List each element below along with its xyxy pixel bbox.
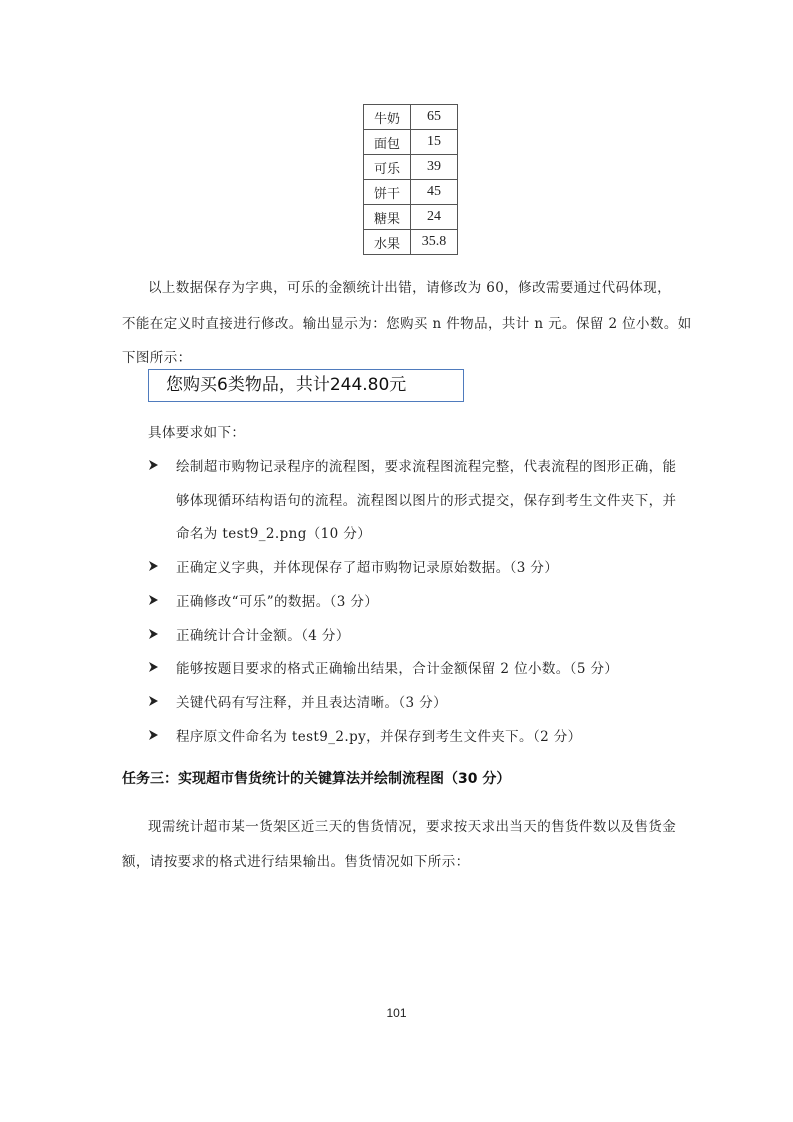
item-value: 65 <box>411 105 458 130</box>
task3-line-1: 现需统计超市某一货架区近三天的售货情况，要求按天求出当天的售货件数以及售货金 <box>148 819 677 835</box>
item-value: 39 <box>411 155 458 180</box>
item-name: 饼干 <box>364 180 411 205</box>
requirement-1-line-1: 绘制超市购物记录程序的流程图，要求流程图流程完整，代表流程的图形正确，能 <box>176 459 677 475</box>
item-name: 水果 <box>364 230 411 255</box>
task3-line-2: 额，请按要求的格式进行结果输出。售货情况如下所示： <box>122 854 470 870</box>
requirement-6: 关键代码有写注释，并且表达清晰。（3 分） <box>176 695 448 711</box>
table-row <box>364 230 458 255</box>
requirement-4: 正确统计合计金额。（4 分） <box>176 628 350 644</box>
arrow-bullet-icon <box>148 628 159 640</box>
table-row <box>364 105 458 130</box>
intro-line-3: 下图所示： <box>122 350 192 366</box>
page-number: 101 <box>386 1006 407 1020</box>
requirement-1-line-3: 命名为 test9_2.png（10 分） <box>176 526 372 542</box>
intro-line-1: 以上数据保存为字典，可乐的金额统计出错，请修改为 60，修改需要通过代码体现， <box>148 280 672 296</box>
table-row <box>364 205 458 230</box>
item-value: 15 <box>411 130 458 155</box>
price-table <box>363 104 458 255</box>
item-name: 糖果 <box>364 205 411 230</box>
requirement-5: 能够按题目要求的格式正确输出结果，合计金额保留 2 位小数。（5 分） <box>176 661 619 677</box>
item-value: 45 <box>411 180 458 205</box>
arrow-bullet-icon <box>148 729 159 741</box>
item-value: 24 <box>411 205 458 230</box>
requirement-7: 程序原文件命名为 test9_2.py，并保存到考生文件夹下。（2 分） <box>176 729 582 745</box>
section-heading: 任务三：实现超市售货统计的关键算法并绘制流程图（30 分） <box>122 771 511 787</box>
arrow-bullet-icon <box>148 594 159 606</box>
intro-line-2: 不能在定义时直接进行修改。输出显示为：您购买 n 件物品，共计 n 元。保留 2 位小数。如 <box>122 316 692 332</box>
table-row <box>364 155 458 180</box>
item-value: 35.8 <box>411 230 458 255</box>
output-example-box: 您购买6类物品，共计244.80元 <box>148 369 464 402</box>
item-name: 牛奶 <box>364 105 411 130</box>
item-name: 可乐 <box>364 155 411 180</box>
requirement-1-line-2: 够体现循环结构语句的流程。流程图以图片的形式提交，保存到考生文件夹下，并 <box>176 493 677 509</box>
requirement-2: 正确定义字典，并体现保存了超市购物记录原始数据。（3 分） <box>176 560 559 576</box>
arrow-bullet-icon <box>148 695 159 707</box>
arrow-bullet-icon <box>148 560 159 572</box>
table-row <box>364 130 458 155</box>
arrow-bullet-icon <box>148 459 159 471</box>
item-name: 面包 <box>364 130 411 155</box>
requirements-label: 具体要求如下： <box>148 425 246 441</box>
arrow-bullet-icon <box>148 661 159 673</box>
table-row <box>364 180 458 205</box>
requirement-3: 正确修改“可乐”的数据。（3 分） <box>176 594 379 610</box>
